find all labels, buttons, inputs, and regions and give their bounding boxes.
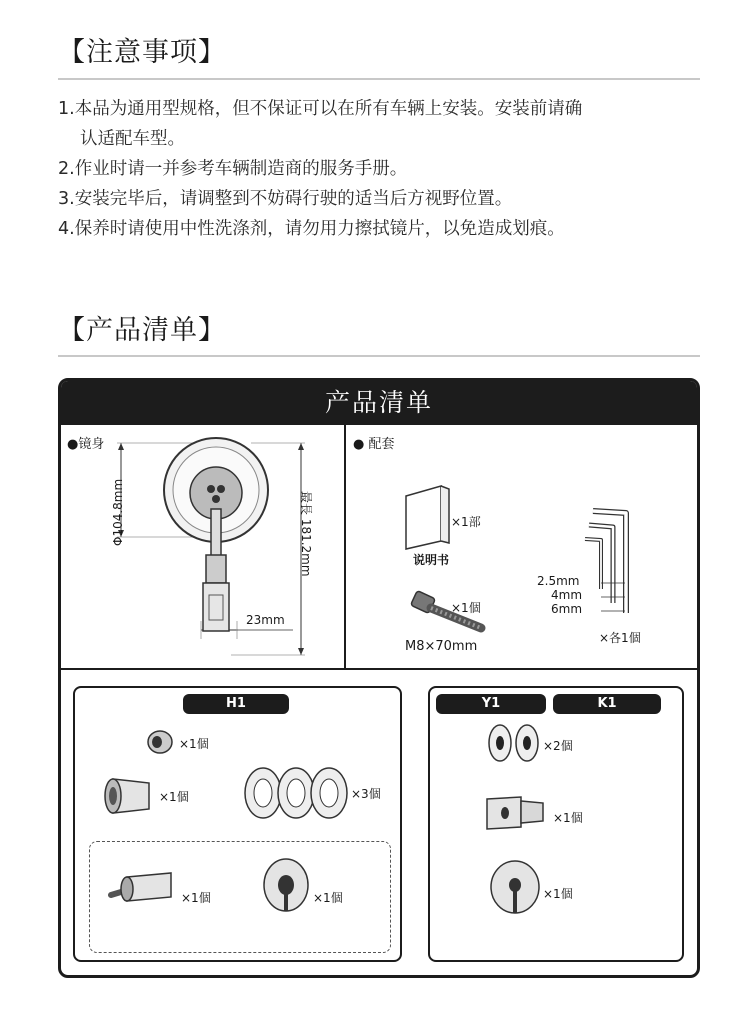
yk-cup-icon <box>489 859 541 915</box>
y1-tab: Y1 <box>436 694 546 714</box>
contents-panel <box>58 378 700 978</box>
h1-bolt-adapter-qty: ×1個 <box>181 891 211 905</box>
mirror-label: ●镜身 <box>67 437 105 452</box>
wrench-size-1: 2.5mm <box>537 574 580 588</box>
notice-item-1: 1.本品为通用型规格，但不保证可以在所有车辆上安装。安装前请确 <box>58 99 583 119</box>
yk-cup-qty: ×1個 <box>543 887 573 901</box>
yk-washer-qty: ×2個 <box>543 739 573 753</box>
k1-tab: K1 <box>553 694 661 714</box>
accessories-label: ● 配套 <box>353 437 395 452</box>
yk-adapter-qty: ×1個 <box>553 811 583 825</box>
spacer-icon <box>261 857 311 913</box>
notice-item-2: 2.作业时请一并参考车辆制造商的服务手册。 <box>58 159 408 179</box>
notice-item-4: 4.保养时请使用中性洗涤剂，请勿用力擦拭镜片，以免造成划痕。 <box>58 219 565 239</box>
notice-title: 【注意事项】 <box>58 37 226 68</box>
panel-title: 产品清单 <box>61 381 697 425</box>
yk-washer-icon <box>487 723 547 763</box>
manual-qty: ×1部 <box>451 515 481 529</box>
notice-item-3: 3.安装完毕后，请调整到不妨碍行驶的适当后方视野位置。 <box>58 189 513 209</box>
wrench-size-2: 4mm <box>551 588 583 602</box>
manual-label: 说明书 <box>413 553 450 567</box>
nut-icon <box>146 729 176 755</box>
washers-icon <box>243 763 349 823</box>
bolt-qty: ×1個 <box>451 601 481 615</box>
h1-spacer-qty: ×1個 <box>313 891 343 905</box>
wrench-size-3: 6mm <box>551 602 583 616</box>
mirror-width: 23mm <box>246 613 285 627</box>
notice-list <box>58 94 708 244</box>
h1-nut-qty: ×1個 <box>179 737 209 751</box>
panel-divider-horizontal <box>61 668 697 670</box>
yk-adapter-icon <box>481 789 551 837</box>
h1-washers-qty: ×3個 <box>351 787 381 801</box>
notice-item-1-cont: 认适配车型。 <box>80 129 185 149</box>
panel-divider-vertical <box>344 425 346 670</box>
h1-tab: H1 <box>183 694 289 714</box>
wrench-qty: ×各1個 <box>599 631 641 645</box>
mirror-height: 最長 181.2mm <box>299 491 313 577</box>
sleeve-icon <box>103 773 159 815</box>
contents-title: 【产品清单】 <box>58 315 226 346</box>
bolt-label: M8×70mm <box>405 639 478 654</box>
contents-divider <box>58 355 700 357</box>
h1-sleeve-qty: ×1個 <box>159 790 189 804</box>
bolt-adapter-icon <box>109 865 179 909</box>
mirror-diameter: Φ104.8mm <box>111 478 125 546</box>
hex-wrench-icon <box>581 503 651 633</box>
notice-divider <box>58 78 700 80</box>
